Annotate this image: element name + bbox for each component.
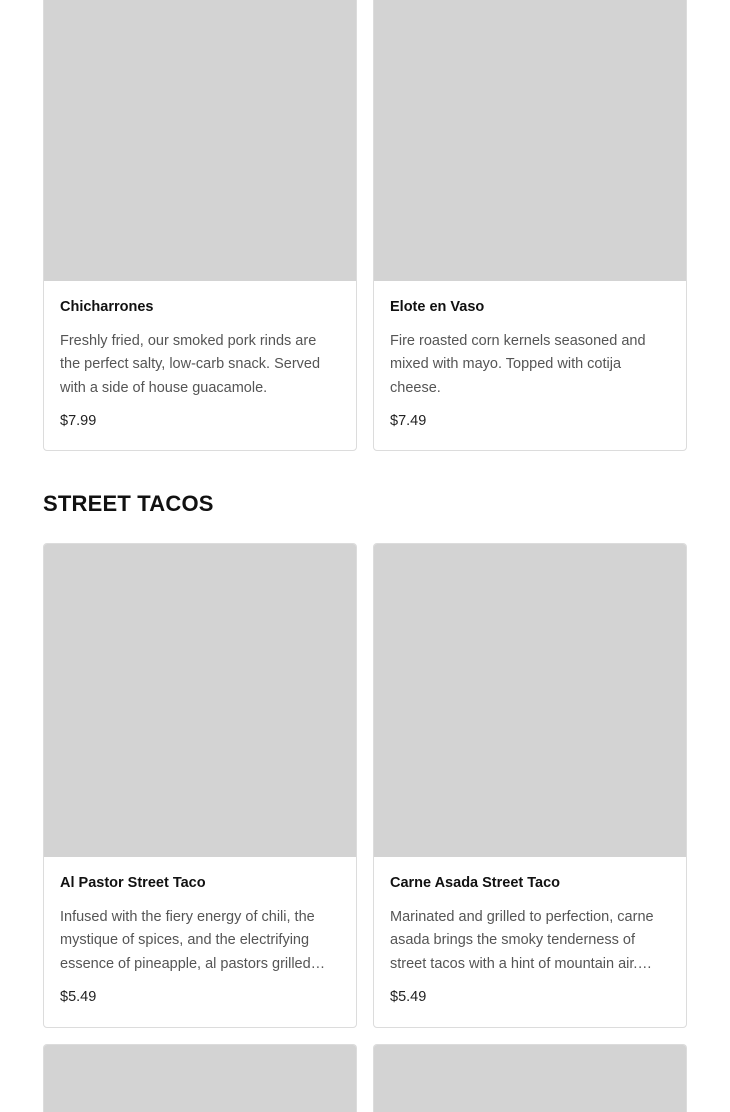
menu-item-card-elote-en-vaso[interactable] [373,0,687,451]
item-image-placeholder [374,544,686,857]
menu-item-card-carne-asada[interactable] [373,543,687,1028]
item-image-placeholder [44,0,356,281]
item-name: Chicharrones [60,299,154,315]
item-name: Al Pastor Street Taco [60,875,206,891]
item-image-placeholder [44,1045,356,1112]
item-price: $7.99 [60,413,97,429]
item-price: $7.49 [390,413,427,429]
section-title-street-tacos: STREET TACOS [43,491,214,516]
item-image-placeholder [374,0,686,281]
item-description: Marinated and grilled to perfection, carne asada brings the smoky tenderness of street tacos with a hint of mountain air. [390,909,654,972]
menu-item-card-chicharrones[interactable] [43,0,357,451]
item-price: $5.49 [60,989,97,1005]
item-description: Infused with the fiery energy of chili, the mystique of spices, and the electrifying essence of pineapple, al pastors grilled… [60,909,326,972]
item-price: $5.49 [390,989,427,1005]
menu-item-card-al-pastor[interactable] [43,543,357,1028]
menu-item-card-next[interactable] [373,1044,687,1112]
item-description: Fire roasted corn kernels seasoned and mixed with mayo. Topped with cotija cheese. [390,333,646,396]
item-name: Elote en Vaso [390,299,485,315]
menu-item-card-next[interactable] [43,1044,357,1112]
item-image-placeholder [374,1045,686,1112]
item-image-placeholder [44,544,356,857]
item-name: Carne Asada Street Taco [390,875,561,891]
item-description: Freshly fried, our smoked pork rinds are the perfect salty, low-carb snack. Served with a side of house guacamole. [60,333,321,396]
